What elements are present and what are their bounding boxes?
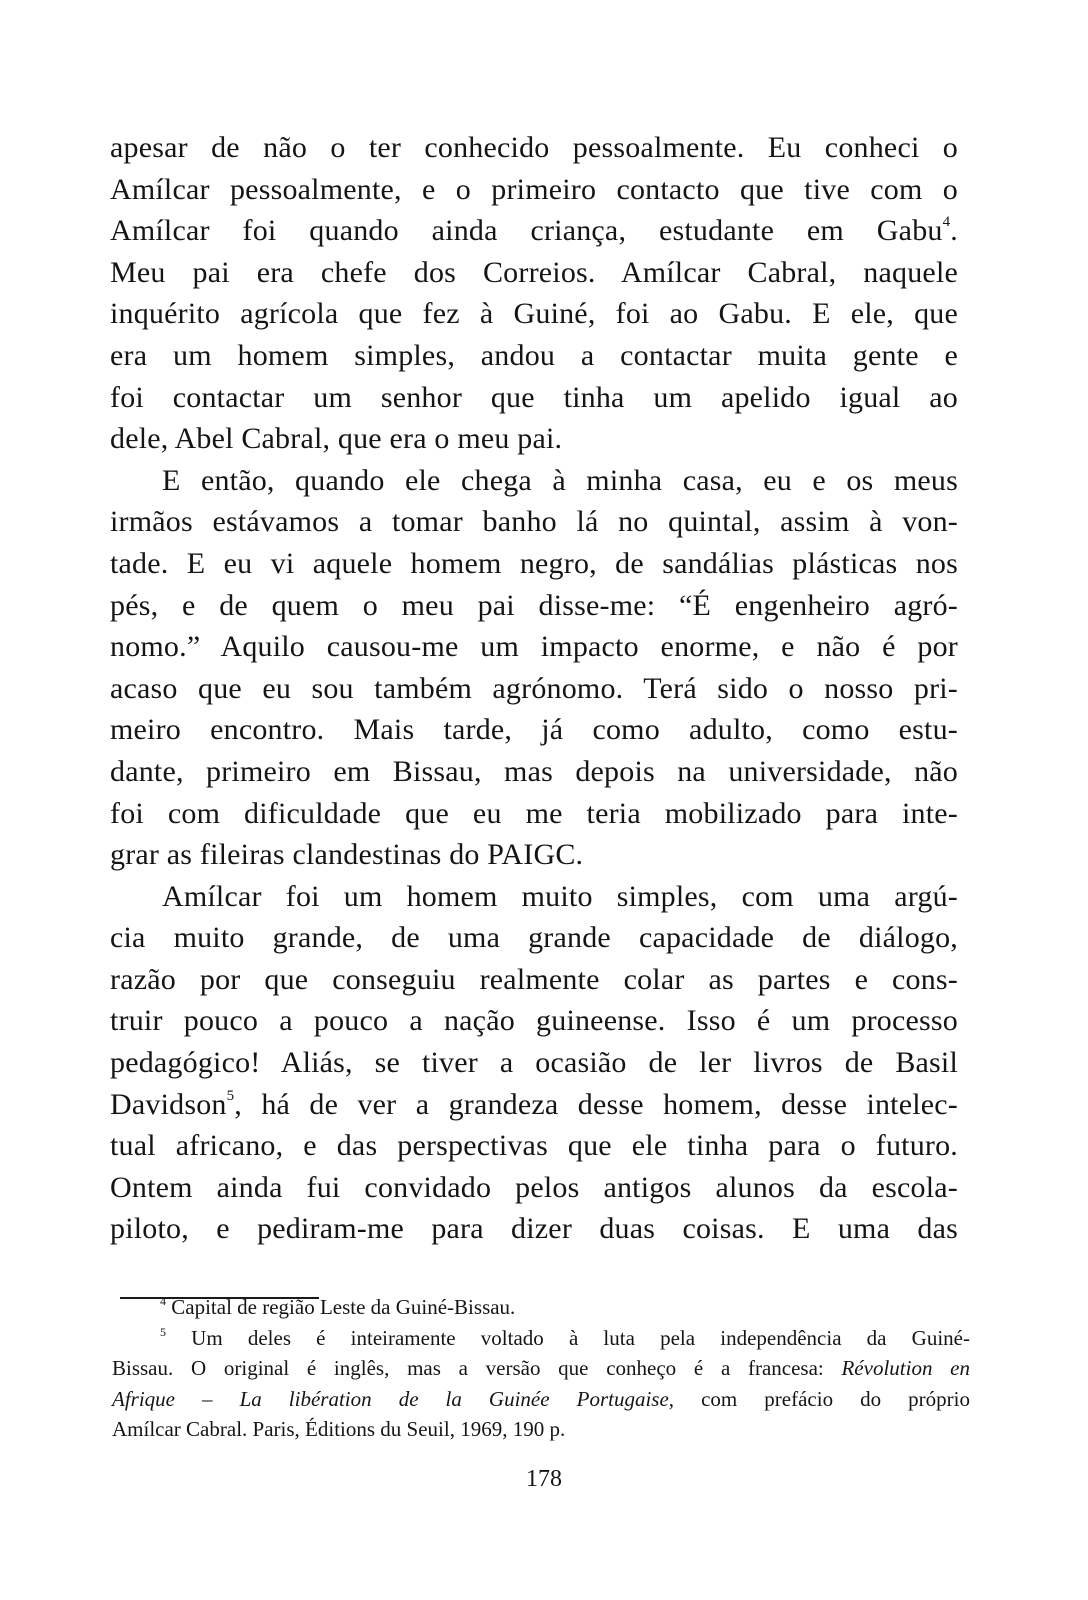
text-line: tade. E eu vi aquele homem negro, de sandálias plásticas nos — [110, 546, 958, 580]
text-line: E então, quando ele chega à minha casa, eu e os meus — [162, 463, 958, 497]
text-line: acaso que eu sou também agrónomo. Terá sido o nosso pri- — [110, 671, 958, 705]
text-line: tual africano, e das perspectivas que ele tinha para o futuro. — [110, 1129, 958, 1163]
page-number: 178 — [526, 1466, 562, 1492]
book-title: Afrique – La libération de la Guinée Portugaise — [112, 1386, 669, 1411]
text-line: pés, e de quem o meu pai disse-me: “É engenheiro agró- — [110, 588, 958, 622]
body-text — [110, 127, 958, 1250]
footnote-5-line: Afrique – La libération de la Guinée Portugaise, com prefácio do próprio — [112, 1386, 970, 1411]
text-line: cia muito grande, de uma grande capacidade de diálogo, — [110, 921, 958, 955]
text-line: meiro encontro. Mais tarde, já como adulto, como estu- — [110, 713, 958, 747]
text-line: foi contactar um senhor que tinha um apelido igual ao — [110, 380, 958, 414]
text-line: piloto, e pediram-me para dizer duas coisas. E uma das — [110, 1212, 958, 1246]
text-line: Meu pai era chefe dos Correios. Amílcar Cabral, naquele — [110, 255, 958, 289]
text-line: Amílcar foi um homem muito simples, com uma argú- — [162, 879, 958, 913]
text-line: nomo.” Aquilo causou-me um impacto enorme, e não é por — [110, 630, 958, 664]
text-line: grar as fileiras clandestinas do PAIGC. — [110, 838, 584, 872]
text-line: era um homem simples, andou a contactar muita gente e — [110, 338, 958, 372]
text-line: apesar de não o ter conhecido pessoalmente. Eu conheci o — [110, 131, 958, 164]
text-line: pedagógico! Aliás, se tiver a ocasião de ler livros de Basil — [110, 1046, 958, 1080]
text-line: foi com dificuldade que eu me teria mobilizado para inte- — [110, 796, 958, 830]
text-line: Amílcar pessoalmente, e o primeiro contacto que tive com o — [110, 172, 958, 206]
text-line: truir pouco a pouco a nação guineense. Isso é um processo — [110, 1004, 958, 1038]
text-line: razão por que conseguiu realmente colar as partes e cons- — [110, 962, 958, 996]
text-line: Ontem ainda fui convidado pelos antigos alunos da escola- — [110, 1170, 958, 1204]
footnote-5-line: Amílcar Cabral. Paris, Éditions du Seuil, 1969, 190 p. — [112, 1417, 566, 1441]
footnotes — [112, 1292, 970, 1445]
text-line: irmãos estávamos a tomar banho lá no quintal, assim à von- — [110, 505, 958, 539]
footnote-ref-5: 5 — [226, 1087, 235, 1104]
text-line: dele, Abel Cabral, que era o meu pai. — [110, 422, 563, 456]
text-line: Davidson$^5$, há de ver a grandeza desse homem, desse intelec- — [110, 1087, 958, 1121]
footnote-5-line: Bissau. O original é inglês, mas a versão que conheço é a francesa: Révolution en — [112, 1356, 970, 1380]
text-line: Amílcar foi quando ainda criança, estudante em Gabu$^4$. — [110, 214, 958, 248]
book-title: Révolution en — [841, 1356, 970, 1380]
text-line: inquérito agrícola que fez à Guiné, foi ao Gabu. E ele, que — [110, 297, 958, 331]
text-line: dante, primeiro em Bissau, mas depois na universidade, não — [110, 754, 958, 788]
footnote-5: $^5$ Um deles é inteiramente voltado à luta pela independência da Guiné- — [160, 1324, 970, 1350]
footnote-ref-4: 4 — [942, 214, 951, 231]
footnote-4: $^4$ Capital de região Leste da Guiné-Bissau. — [160, 1294, 516, 1319]
